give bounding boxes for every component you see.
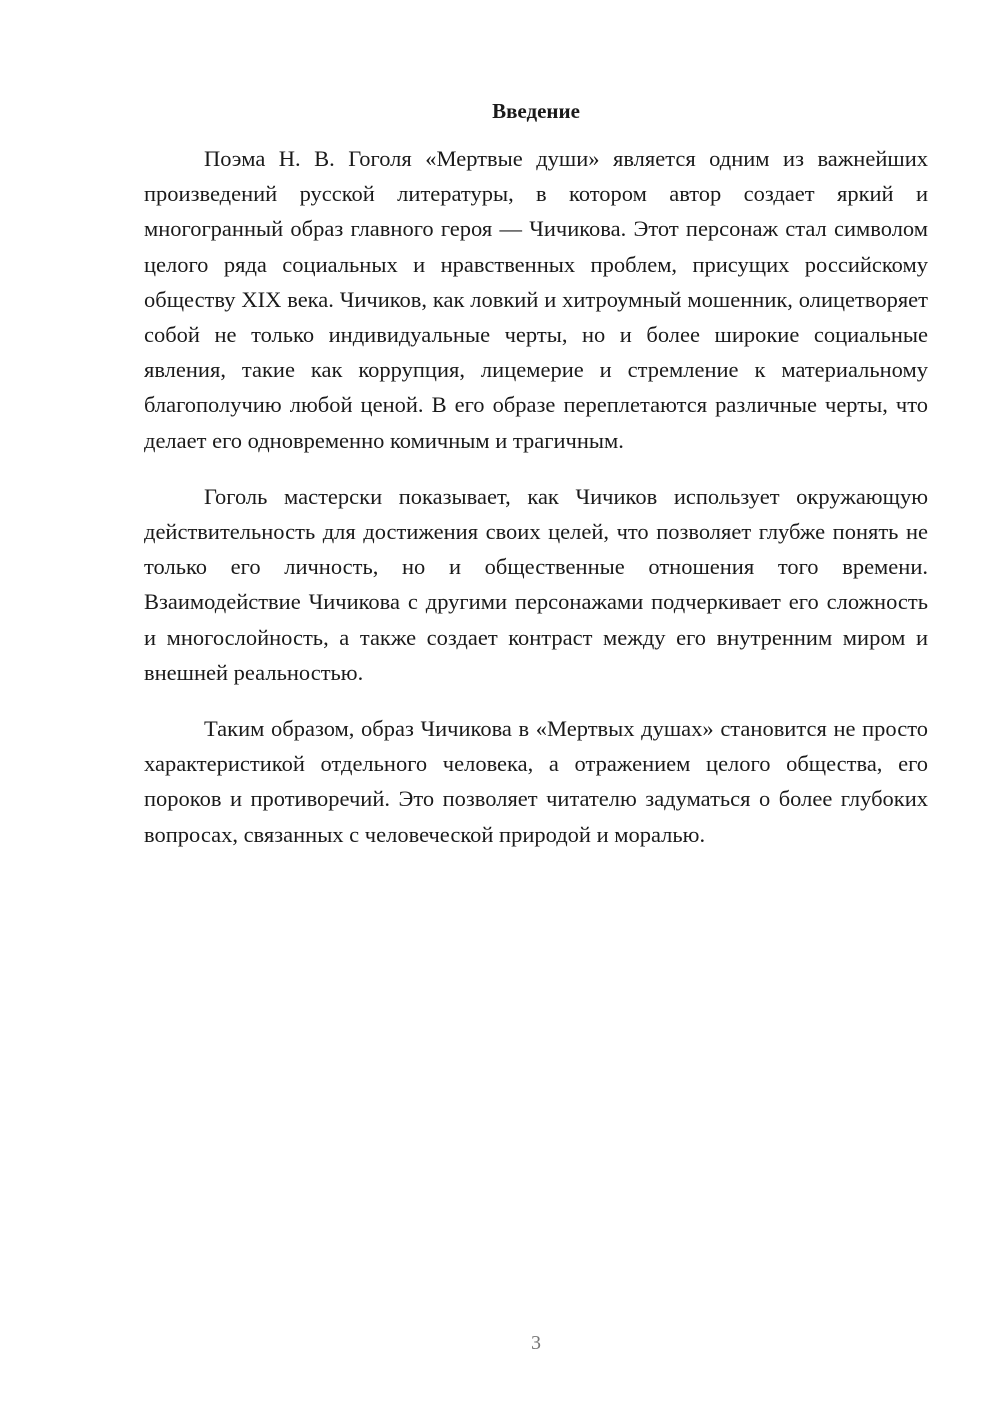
body-text [144, 141, 928, 873]
page-number: 3 [531, 1332, 541, 1354]
paragraph-3: Таким образом, образ Чичикова в «Мертвых душах» становится не просто характеристикой отдельного человека, а отражением целого общества, его пороков и противоречий. Это позволяет читателю задуматься о более глубоких вопросах, связанных с человеческой природой и моралью. [144, 716, 928, 847]
section-heading: Введение [492, 99, 580, 123]
paragraph-2: Гоголь мастерски показывает, как Чичиков использует окружающую действительность для достижения своих целей, что позволяет глубже понять не только его личность, но и общественные отношения того времени. Взаимодействие Чичикова с другими персонажами подчеркивает его сложность и многослойность, а также создает контраст между его внутренним миром и внешней реальностью. [144, 483, 928, 685]
paragraph-1: Поэма Н. В. Гоголя «Мертвые души» является одним из важнейших произведений русской литературы, в котором автор создает яркий и многогранный образ главного героя — Чичикова. Этот персонаж стал символом целого ряда социальных и нравственных проблем, присущих российскому обществу XIX века. Чичиков, как ловкий и хитроумный мошенник, олицетворяет собой не только индивидуальные черты, но и более широкие социальные явления, такие как коррупция, лицемерие и стремление к материальному благополучию любой ценой. В его образе переплетаются различные черты, что делает его одновременно комичным и трагичным. [144, 146, 928, 453]
